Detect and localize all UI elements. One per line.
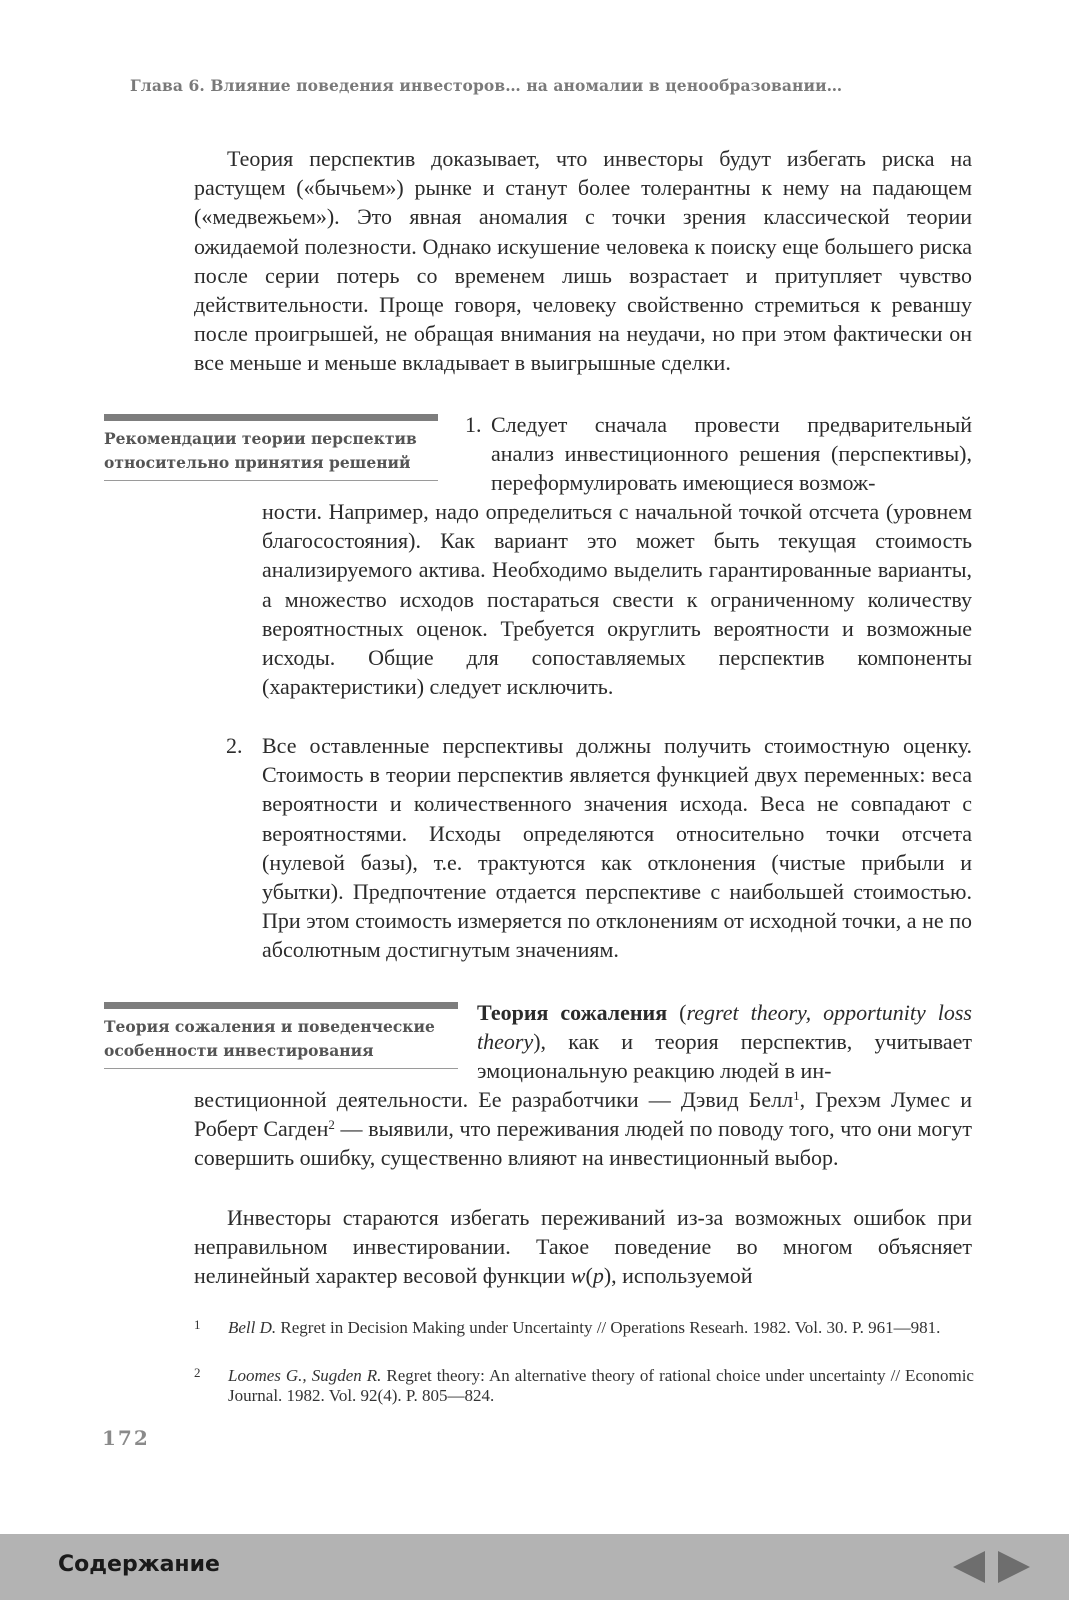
list-item-2: Все оставленные перспективы должны получить стоимостную оценку. Стоимость в теории перспектив является функцией двух переменных: веса вероятности и количественного значения исхода. Веса не совпадают с вероятностями. Исходы определяются относительно точки отсчета (нулевой базы), т.е. трактуются как отклонения (чистые прибыли и убытки). Предпочтение отдается перспективе с наибольшей стоимостью. При этом стоимость измеряется по отклонениям от исходной точки, а не по абсолютным достигнутым значениям. — [262, 733, 972, 963]
list-number-2: 2. — [226, 733, 243, 758]
paragraph-prospect-theory: Теория перспектив доказывает, что инвесторы будут избегать риска на растущем («бычьем») рынке и станут более толерантны к нему на падающем («медвежьем»). Это явная аномалия с точки зрения классической теории ожидаемой полезности. Однако искушение человека к поиску еще большего риска после серии потерь со временем лишь возрастает и притупляет чувство действительности. Проще говоря, человеку свойственно стремиться к реваншу после проигрышей, не обращая внимания на неудачи, но при этом фактически он все меньше и меньше вкладывает в выигрышные сделки. — [194, 146, 972, 376]
footnote-2 — [194, 1366, 974, 1406]
footnote-author: Bell D. — [228, 1318, 277, 1337]
footnote-ref-2[interactable]: 2 — [328, 1117, 335, 1133]
list-item-1-head: Следует сначала провести предварительный анализ инвестиционного решения (перспективы), переформулировать имеющиеся возмож- — [491, 412, 972, 496]
paragraph-investors-avoid — [194, 1203, 972, 1291]
formula-p: p — [592, 1263, 604, 1289]
regret-theory-term: Теория сожаления — [477, 1000, 668, 1025]
triangle-left-icon[interactable] — [953, 1551, 985, 1583]
sidebar-label-line2: особенности инвестирования — [104, 1041, 374, 1060]
sidebar-label — [104, 1009, 458, 1068]
regret-theory-head — [477, 998, 972, 1086]
formula-w: w — [570, 1263, 586, 1289]
text: — выявили, что переживания людей по поводу того, что они могут совершить ошибку, существенно влияют на инвестиционный выбор. — [194, 1116, 973, 1171]
paren: ( — [667, 1000, 687, 1025]
running-head: Глава 6. Влияние поведения инвесторов… на аномалии в ценообразовании… — [130, 76, 843, 95]
footnote-body: Regret in Decision Making under Uncertainty // Operations Researh. 1982. Vol. 30. P. 961—981. — [276, 1318, 941, 1337]
text: Инвесторы стараются избегать переживаний из-за возможных ошибок при неправильном инвестировании. Такое поведение во многом объясняет нелинейный характер весовой функции — [194, 1205, 972, 1289]
sidebar-label — [104, 421, 438, 480]
regret-theory-english: regret theory, opportunity loss theory — [477, 1000, 972, 1055]
sidebar-regret-theory — [104, 1002, 458, 1069]
sidebar-prospect-recommendations — [104, 414, 438, 481]
sidebar-rule — [104, 480, 438, 481]
triangle-right-icon[interactable] — [998, 1551, 1030, 1583]
text: ), используемой — [603, 1263, 753, 1289]
sidebar-label-line1: Теория сожаления и поведенческие — [104, 1017, 435, 1036]
footnote-ref-1[interactable]: 1 — [793, 1088, 800, 1103]
page-number: 172 — [102, 1426, 150, 1450]
sidebar-rule — [104, 1068, 458, 1069]
sidebar-bar — [104, 414, 438, 421]
footnote-text — [228, 1366, 974, 1406]
text: , Грехэм Лумес и Роберт Сагден — [194, 1087, 972, 1142]
footnote-body: Regret theory: An alternative theory of rational choice under uncertainty // Economic Journal. 1982. Vol. 92(4). P. 805—824. — [228, 1366, 974, 1405]
footnote-text — [228, 1318, 974, 1338]
sidebar-label-line2: относительно принятия решений — [104, 453, 411, 472]
footnote-mark: 2 — [194, 1365, 201, 1380]
footnote-1 — [194, 1318, 974, 1338]
list-item-1-rest: ности. Например, надо определиться с начальной точкой отсчета (уровнем благосостояния). Как вариант это может быть текущая стоимость анализируемого актива. Необходимо выделить гарантированные варианты, а множество исходов постараться свести к ограниченному количеству вероятностных оценок. Требуется округлить вероятности и возможные исходы. Общие для сопоставляемых перспектив компоненты (характеристики) следует исключить. — [262, 499, 972, 700]
list-number-1: 1. — [465, 412, 482, 437]
regret-theory-body — [194, 1085, 972, 1173]
contents-button[interactable]: Содержание — [58, 1552, 220, 1577]
footnote-mark: 1 — [194, 1317, 201, 1332]
regret-theory-continued: ), как и теория перспектив, учитывает эмоциональную реакцию людей в ин- — [477, 1029, 972, 1084]
sidebar-bar — [104, 1002, 458, 1009]
text: ( — [585, 1263, 593, 1289]
footnote-author: Loomes G., Sugden R. — [228, 1366, 382, 1385]
sidebar-label-line1: Рекомендации теории перспектив — [104, 429, 417, 448]
bottom-nav-bar — [0, 1534, 1069, 1600]
text: вестиционной деятельности. Ее разработчики — Дэвид Белл — [194, 1087, 794, 1112]
